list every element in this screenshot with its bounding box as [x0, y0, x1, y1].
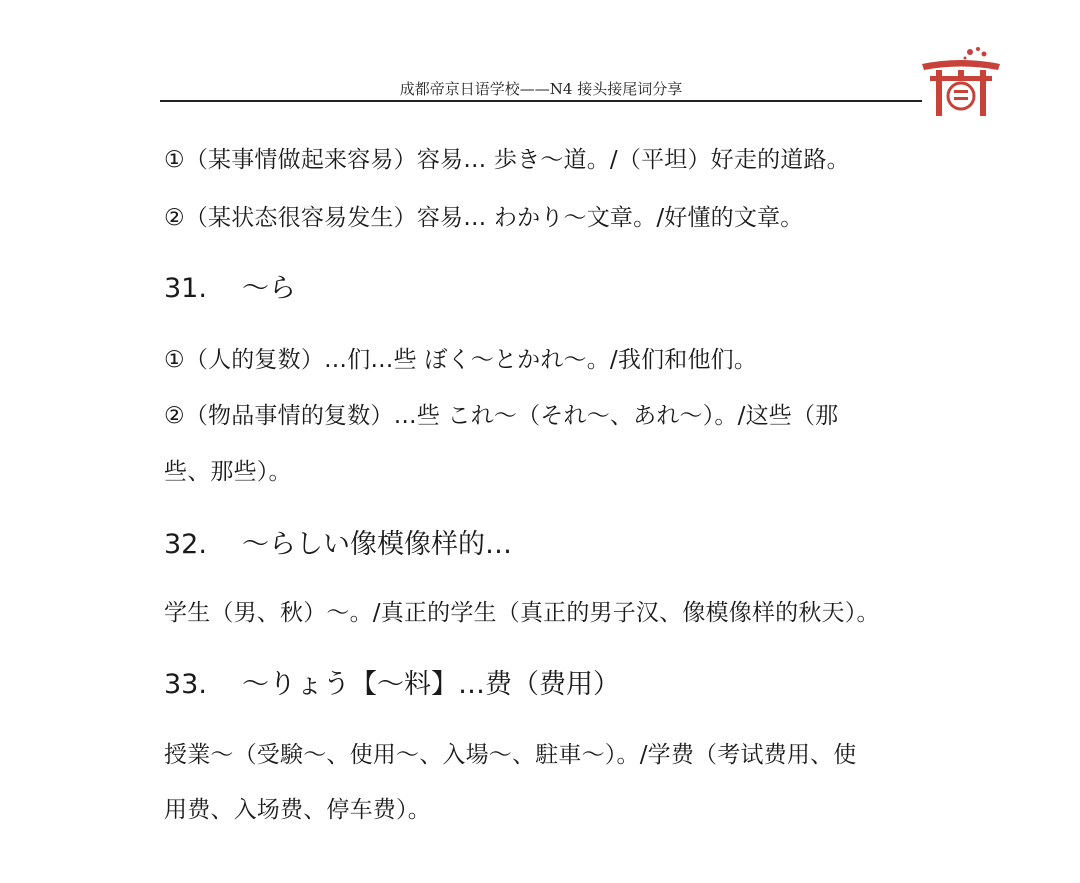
section-heading-32	[164, 528, 512, 562]
section-number: 32.	[164, 529, 207, 560]
section-title: 〜らしい像模像样的…	[242, 529, 512, 560]
definition-line: ①（某事情做起来容易）容易… 歩き〜道。/（平坦）好走的道路。	[164, 147, 850, 173]
definition-line: 些、那些）。	[164, 459, 292, 485]
section-title: 〜ら	[242, 273, 296, 304]
definition-line: 学生（男、秋）〜。/真正的学生（真正的男子汉、像模像样的秋天）。	[164, 600, 880, 626]
definition-line: ②（某状态很容易发生）容易… わかり〜文章。/好懂的文章。	[164, 205, 804, 231]
section-number: 31.	[164, 273, 207, 304]
definition-line: 用费、入场费、停车费）。	[164, 797, 431, 823]
page-header: 成都帝京日语学校——N4 接头接尾词分享	[399, 80, 683, 98]
section-heading-33	[164, 668, 620, 702]
section-title: 〜りょう【〜料】…费（费用）	[242, 669, 620, 700]
section-heading-31	[164, 272, 296, 306]
header-rule	[160, 100, 922, 102]
definition-line: ②（物品事情的复数）…些 これ〜（それ〜、あれ〜）。/这些（那	[164, 403, 839, 429]
definition-line: 授業〜（受験〜、使用〜、入場〜、駐車〜）。/学费（考试费用、使	[164, 742, 857, 768]
school-logo	[920, 44, 1002, 118]
section-number: 33.	[164, 669, 207, 700]
definition-line: ①（人的复数）…们…些 ぼく〜とかれ〜。/我们和他们。	[164, 347, 758, 373]
